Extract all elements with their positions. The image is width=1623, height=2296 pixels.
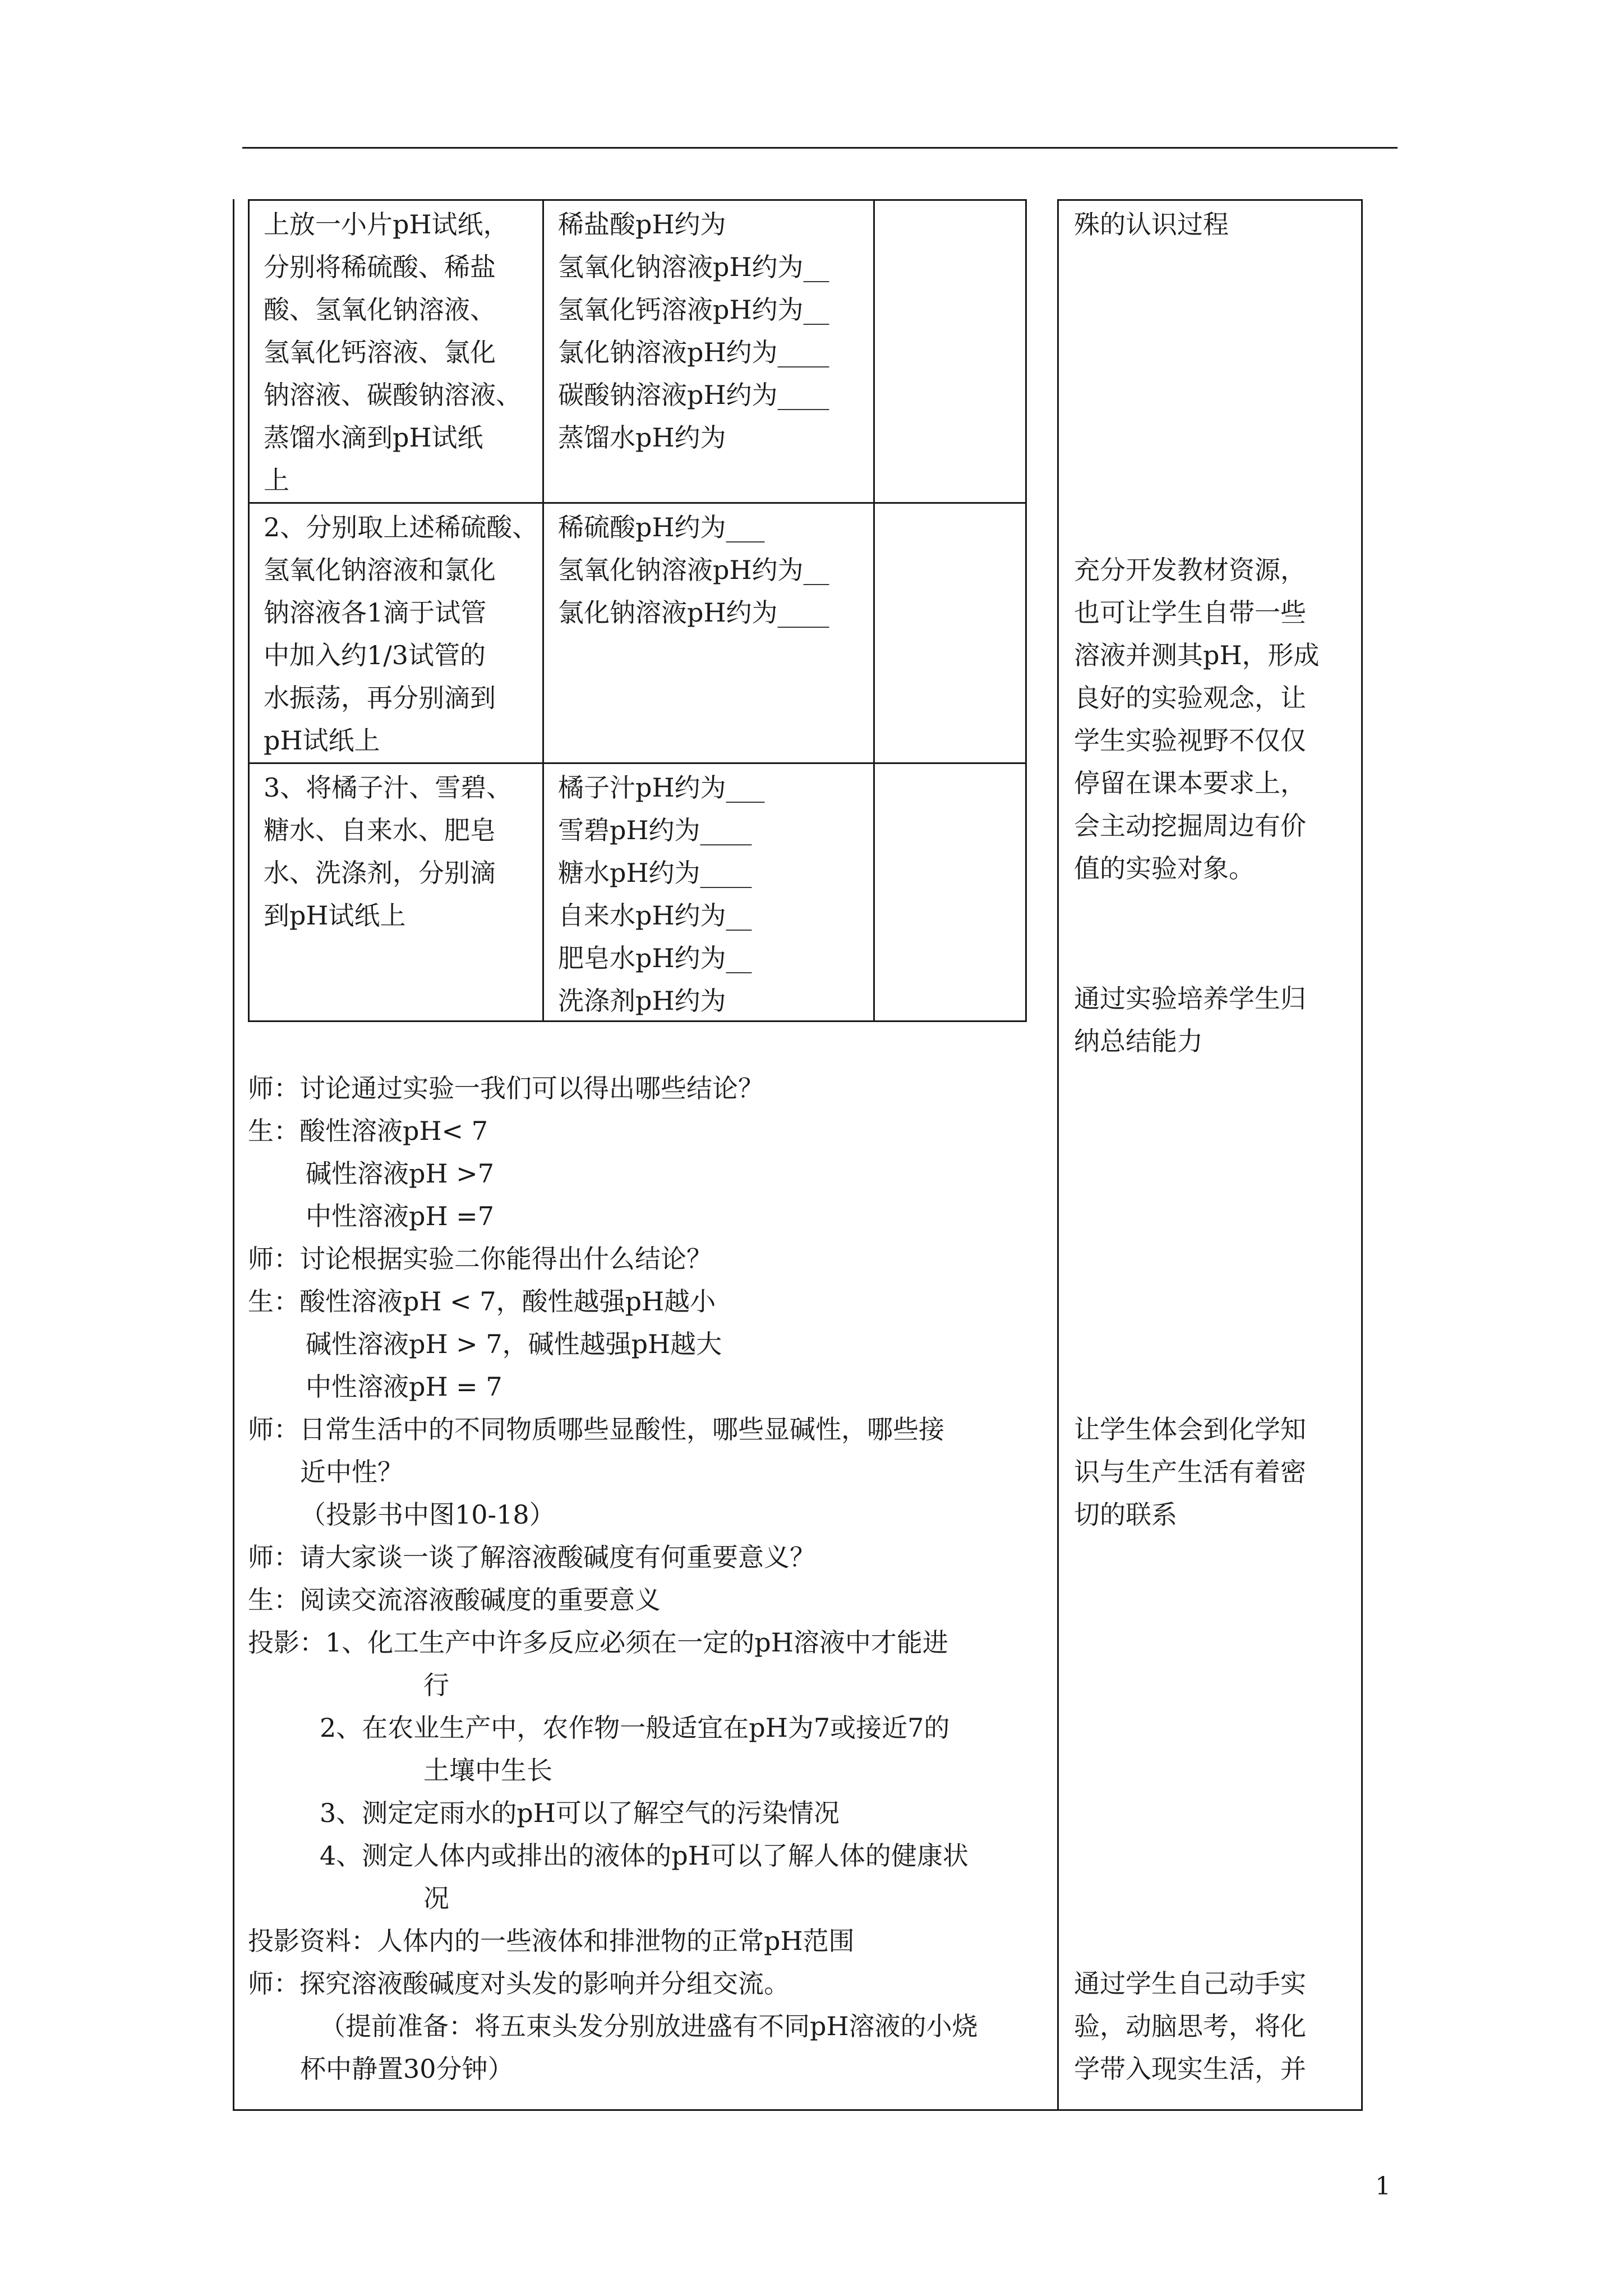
- dialogue-line: 投影资料：人体内的一些液体和排泄物的正常pH范围: [248, 1926, 855, 1956]
- note-line: 良好的实验观念，让: [1074, 683, 1306, 713]
- table-row3-operation-line: 水、洗涤剂，分别滴: [264, 858, 496, 888]
- table-row2-operation-line: 水振荡，再分别滴到: [264, 683, 496, 713]
- inner-row-divider-2: [248, 762, 1027, 764]
- dialogue-line: 中性溶液pH =7: [306, 1201, 494, 1231]
- dialogue-line: 生：阅读交流溶液酸碱度的重要意义: [248, 1585, 661, 1615]
- table-row2-record-line: 氯化钠溶液pH约为____: [558, 597, 829, 628]
- dialogue-line: （投影书中图10-18）: [300, 1499, 555, 1530]
- note-line: 溶液并测其pH，形成: [1074, 640, 1320, 670]
- table-row1-record-line: 氢氧化钠溶液pH约为__: [558, 252, 829, 282]
- table-row3-record-line: 洗涤剂pH约为: [558, 986, 726, 1016]
- table-row1-operation-line: 分别将稀硫酸、稀盐: [264, 252, 496, 282]
- table-row3-record-line: 自来水pH约为__: [558, 900, 752, 931]
- table-row1-operation-line: 上放一小片pH试纸，: [264, 209, 509, 240]
- dialogue-line: 近中性？: [300, 1457, 403, 1487]
- table-row1-record-line: 蒸馏水pH约为: [558, 422, 726, 453]
- table-row1-operation-line: 酸、氢氧化钠溶液、: [264, 295, 496, 325]
- table-row1-record-line: 稀盐酸pH约为: [558, 209, 726, 240]
- dialogue-line: 师：讨论通过实验一我们可以得出哪些结论？: [248, 1073, 764, 1103]
- note-line: 会主动挖掘周边有价: [1074, 811, 1306, 841]
- dialogue-line: 2、在农业生产中，农作物一般适宜在pH为7或接近7的: [320, 1713, 950, 1743]
- table-row2-record-line: 稀硫酸pH约为___: [558, 512, 765, 542]
- note-line: 学带入现实生活，并: [1074, 2054, 1306, 2084]
- note-line: 纳总结能力: [1074, 1026, 1203, 1056]
- dialogue-line: 杯中静置30分钟）: [300, 2054, 514, 2084]
- table-row3-record-line: 糖水pH约为____: [558, 858, 752, 888]
- note-line: 充分开发教材资源，: [1074, 555, 1306, 585]
- table-row1-operation-line: 氢氧化钙溶液、氯化: [264, 337, 496, 367]
- table-row1-operation-line: 蒸馏水滴到pH试纸: [264, 422, 483, 453]
- outer-border-bottom: [233, 2109, 1363, 2111]
- dialogue-line: 碱性溶液pH > 7，碱性越强pH越大: [306, 1329, 722, 1359]
- table-row2-record-line: 氢氧化钠溶液pH约为__: [558, 555, 829, 585]
- header-rule: [242, 147, 1398, 149]
- note-line: 验，动脑思考，将化: [1074, 2011, 1306, 2041]
- table-row3-record-line: 雪碧pH约为____: [558, 815, 752, 845]
- dialogue-line: 碱性溶液pH >7: [306, 1158, 494, 1189]
- note-line: 通过实验培养学生归: [1074, 983, 1306, 1014]
- table-row1-record-line: 氢氧化钙溶液pH约为__: [558, 295, 829, 325]
- page-number: 1: [1375, 2172, 1391, 2201]
- dialogue-line: 4、测定人体内或排出的液体的pH可以了解人体的健康状: [320, 1841, 969, 1871]
- outer-border-top: [1057, 199, 1363, 201]
- note-line: 让学生体会到化学知: [1074, 1414, 1306, 1444]
- dialogue-line: 投影：1、化工生产中许多反应必须在一定的pH溶液中才能进: [248, 1627, 948, 1658]
- dialogue-line: 土壤中生长: [423, 1755, 552, 1786]
- table-row1-operation-line: 钠溶液、碳酸钠溶液、: [264, 380, 522, 410]
- dialogue-line: 师：探究溶液酸碱度对头发的影响并分组交流。: [248, 1968, 790, 1999]
- table-row2-operation-line: 钠溶液各1滴于试管: [264, 597, 487, 628]
- dialogue-line: （提前准备：将五束头发分别放进盛有不同pH溶液的小烧: [320, 2011, 978, 2041]
- note-line: 值的实验对象。: [1074, 853, 1255, 884]
- table-row2-operation-line: 2、分别取上述稀硫酸、: [264, 512, 538, 542]
- table-row3-operation-line: 3、将橘子汁、雪碧、: [264, 772, 513, 803]
- note-line: 也可让学生自带一些: [1074, 597, 1306, 628]
- table-row2-operation-line: 氢氧化钠溶液和氯化: [264, 555, 496, 585]
- table-row2-operation-line: pH试纸上: [264, 725, 380, 756]
- table-row1-record-line: 碳酸钠溶液pH约为____: [558, 380, 829, 410]
- outer-divider: [1057, 199, 1059, 2111]
- dialogue-line: 师：日常生活中的不同物质哪些显酸性，哪些显碱性，哪些接: [248, 1414, 944, 1444]
- table-row1-record-line: 氯化钠溶液pH约为____: [558, 337, 829, 367]
- inner-col-left: [248, 199, 250, 1022]
- table-row3-record-line: 橘子汁pH约为___: [558, 772, 765, 803]
- note-line: 停留在课本要求上，: [1074, 768, 1306, 798]
- table-row2-operation-line: 中加入约1/3试管的: [264, 640, 486, 670]
- dialogue-line: 生：酸性溶液pH < 7，酸性越强pH越小: [248, 1286, 716, 1317]
- inner-row-divider-1: [248, 502, 1027, 504]
- inner-col-right: [1025, 199, 1027, 1022]
- table-row3-operation-line: 糖水、自来水、肥皂: [264, 815, 496, 845]
- dialogue-line: 3、测定定雨水的pH可以了解空气的污染情况: [320, 1798, 840, 1828]
- dialogue-line: 行: [423, 1670, 449, 1700]
- dialogue-line: 师：请大家谈一谈了解溶液酸碱度有何重要意义？: [248, 1542, 815, 1572]
- table-row1-operation-line: 上: [264, 465, 289, 495]
- dialogue-line: 生：酸性溶液pH< 7: [248, 1116, 488, 1146]
- dialogue-line: 况: [423, 1883, 449, 1913]
- dialogue-line: 师：讨论根据实验二你能得出什么结论？: [248, 1244, 712, 1274]
- note-line: 识与生产生活有着密: [1074, 1457, 1306, 1487]
- note-line: 殊的认识过程: [1074, 209, 1229, 240]
- inner-col-2: [873, 199, 875, 1022]
- note-line: 学生实验视野不仅仅: [1074, 725, 1306, 756]
- table-row3-operation-line: 到pH试纸上: [264, 900, 406, 931]
- table-row3-record-line: 肥皂水pH约为__: [558, 943, 752, 973]
- dialogue-line: 中性溶液pH = 7: [306, 1372, 502, 1402]
- outer-border-left: [233, 199, 234, 2111]
- inner-col-1: [542, 199, 544, 1022]
- outer-border-right: [1361, 199, 1363, 2111]
- inner-table-top: [248, 199, 1027, 201]
- note-line: 通过学生自己动手实: [1074, 1968, 1306, 1999]
- note-line: 切的联系: [1074, 1499, 1177, 1530]
